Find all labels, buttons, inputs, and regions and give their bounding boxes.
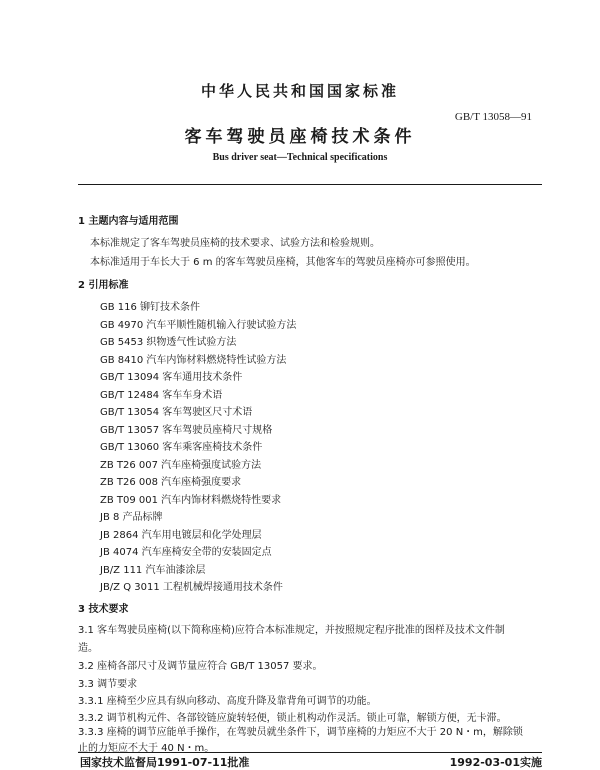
- national-standard-label: 中华人民共和国国家标准: [200, 82, 399, 100]
- standard-code: GB/T 13058—91: [454, 111, 532, 123]
- section-1-paragraph: 本标准适用于车长大于 6 m 的客车驾驶员座椅，其他客车的驾驶员座椅亦可参照使用。: [90, 257, 476, 268]
- reference-item: JB/Z Q 3011 工程机械焊接通用技术条件: [100, 582, 283, 593]
- reference-item: GB 116 铆钉技术条件: [100, 302, 201, 313]
- clause-line: 3.3.2 调节机构元件、各部铰链应旋转轻便，锁止机构动作灵活。锁止可靠，解锁方便，无卡滞。: [78, 713, 507, 724]
- document-subtitle: Bus driver seat—Technical specifications: [212, 152, 388, 163]
- reference-item: JB 2864 汽车用电镀层和化学处理层: [100, 530, 262, 541]
- reference-item: JB/Z 111 汽车油漆涂层: [100, 565, 206, 576]
- reference-item: GB/T 13094 客车通用技术条件: [100, 372, 243, 383]
- reference-item: GB/T 13054 客车驾驶区尺寸术语: [100, 407, 253, 418]
- reference-item: GB 4970 汽车平顺性随机输入行驶试验方法: [100, 320, 297, 331]
- reference-item: GB 8410 汽车内饰材料燃烧特性试验方法: [100, 355, 287, 366]
- section-1-paragraph: 本标准规定了客车驾驶员座椅的技术要求、试验方法和检验规则。: [90, 238, 380, 249]
- issuer-approval: 国家技术监督局1991-07-11批准: [80, 756, 250, 769]
- header-divider: [78, 184, 542, 185]
- clause-line: 止的力矩应不大于 40 N・m。: [78, 743, 215, 754]
- reference-item: JB 8 产品标牌: [100, 512, 163, 523]
- clause-line: 造。: [78, 643, 98, 654]
- reference-item: ZB T09 001 汽车内饰材料燃烧特性要求: [100, 495, 282, 506]
- reference-item: ZB T26 007 汽车座椅强度试验方法: [100, 460, 262, 471]
- reference-item: GB/T 13057 客车驾驶员座椅尺寸规格: [100, 425, 273, 436]
- effective-date: 1992-03-01实施: [449, 756, 542, 769]
- clause-line: 3.3.3 座椅的调节应能单手操作，在驾驶员就坐条件下，调节座椅的力矩应不大于 20 N・m，解除锁: [78, 727, 523, 738]
- reference-item: GB/T 13060 客车乘客座椅技术条件: [100, 442, 263, 453]
- reference-item: ZB T26 008 汽车座椅强度要求: [100, 477, 242, 488]
- reference-item: JB 4074 汽车座椅安全带的安装固定点: [100, 547, 272, 558]
- reference-item: GB 5453 织物透气性试验方法: [100, 337, 237, 348]
- section-3-heading: 3 技术要求: [78, 604, 129, 615]
- clause-line: 3.2 座椅各部尺寸及调节量应符合 GB/T 13057 要求。: [78, 661, 323, 672]
- section-1-heading: 1 主题内容与适用范围: [78, 216, 179, 227]
- section-2-heading: 2 引用标准: [78, 280, 129, 291]
- document-title: 客车驾驶员座椅技术条件: [184, 127, 416, 147]
- clause-line: 3.3.1 座椅至少应具有纵向移动、高度升降及靠背角可调节的功能。: [78, 696, 377, 707]
- reference-item: GB/T 12484 客车车身术语: [100, 390, 223, 401]
- clause-line: 3.1 客车驾驶员座椅(以下简称座椅)应符合本标准规定，并按照规定程序批准的图样及技术文件制: [78, 625, 505, 636]
- clause-line: 3.3 调节要求: [78, 679, 138, 690]
